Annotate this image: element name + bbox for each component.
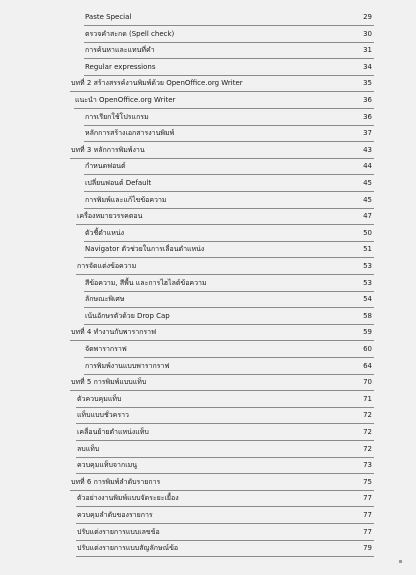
- toc-entry-title: Navigator ตัวช่วยในการเลื่อนตำแหน่ง: [85, 245, 205, 254]
- toc-entry-title: ตรวจคำสะกด (Spell check): [85, 29, 175, 38]
- toc-entry-title: กำหนดฟอนต์: [85, 162, 126, 171]
- toc-entry-title: การเรียกใช้โปรแกรม: [85, 112, 149, 121]
- toc-entry: [76, 392, 374, 408]
- toc-entry: [76, 259, 374, 275]
- toc-entry-title: การค้นหาและแทนที่คำ: [85, 46, 155, 55]
- toc-entry-title: บทที่ 4 ทำงานกับพารากราฟ: [71, 328, 157, 337]
- toc-entry-title: การพิมพ์และแก้ไขข้อความ: [85, 195, 167, 204]
- toc-entry-title: จัดพารากราฟ: [85, 345, 127, 353]
- toc-entry-page-number: 77: [363, 511, 372, 519]
- toc-entry: [84, 176, 374, 192]
- toc-entry-title: บทที่ 6 การพิมพ์ลำดับรายการ: [71, 477, 161, 486]
- toc-entry-title: เคลื่อนย้ายตำแหน่งแท็บ: [77, 428, 149, 436]
- toc-entry-page-number: 34: [363, 62, 372, 71]
- toc-entry-page-number: 70: [363, 378, 372, 387]
- page-corner-mark: [399, 560, 402, 563]
- toc-entry-title: หลักการสร้างเอกสารงานพิมพ์: [85, 129, 175, 138]
- toc-entry-title: ตัวควบคุมแท็บ: [77, 394, 122, 403]
- toc-entry: [84, 276, 374, 292]
- toc-entry: [76, 541, 374, 557]
- toc-entry-page-number: 35: [363, 79, 372, 88]
- toc-entry-title: เครื่องหมายวรรคตอน: [77, 212, 143, 221]
- toc-entry-title: บทที่ 2 สร้างสรรค์งานพิมพ์ด้วย OpenOffice.org Writer: [71, 79, 243, 88]
- toc-entry-page-number: 30: [363, 29, 372, 38]
- toc-entry-title: ปรับแต่งรายการแบบสัญลักษณ์ข้อ: [77, 544, 179, 553]
- toc-entry-page-number: 59: [363, 328, 372, 337]
- toc-entry-page-number: 79: [363, 544, 372, 553]
- toc-entry-page-number: 44: [363, 162, 372, 171]
- toc-entry-title: ปรับแต่งรายการแบบเลขข้อ: [77, 527, 160, 536]
- toc-entry: [84, 10, 374, 26]
- toc-entry-title: ลักษณะพิเศษ: [85, 295, 125, 304]
- toc-entry-page-number: 47: [363, 212, 372, 221]
- toc-entry-title: ตัวอย่างงานพิมพ์แบบจัดระยะเยื้อง: [77, 494, 179, 503]
- toc-entry-page-number: 53: [363, 278, 372, 287]
- toc-entry-page-number: 72: [363, 411, 372, 420]
- toc-entry: [70, 143, 374, 159]
- toc-entry: [84, 342, 374, 358]
- toc-entry: [70, 375, 374, 391]
- toc-entry: [84, 110, 374, 126]
- toc-entry-page-number: 31: [363, 46, 372, 55]
- toc-entry: [70, 325, 374, 341]
- toc-entry: [84, 43, 374, 59]
- toc-entry-page-number: 37: [363, 129, 372, 138]
- toc-entry-page-number: 77: [363, 527, 372, 536]
- toc-entry-title: Regular expressions: [85, 62, 156, 71]
- toc-entry-page-number: 60: [363, 345, 372, 353]
- toc-entry-page-number: 72: [363, 428, 372, 436]
- toc-entry: [84, 359, 374, 375]
- toc-entry-page-number: 43: [363, 145, 372, 154]
- toc-entry-title: แนะนำ OpenOffice.org Writer: [75, 96, 176, 104]
- toc-entry: [84, 159, 374, 175]
- toc-entry: [70, 475, 374, 491]
- toc-entry: [76, 209, 374, 225]
- toc-entry-page-number: 64: [363, 361, 372, 370]
- toc-entry-page-number: 71: [363, 394, 372, 403]
- toc-entry-title: เปลี่ยนฟอนต์ Default: [85, 179, 152, 187]
- toc-entry: [76, 491, 374, 507]
- toc-entry-title: ลบแท็บ: [77, 444, 100, 453]
- toc-entry: [84, 309, 374, 325]
- toc-entry-page-number: 72: [363, 444, 372, 453]
- toc-entry-title: การพิมพ์งานแบบพารากราฟ: [85, 361, 170, 370]
- toc-entry-page-number: 77: [363, 494, 372, 503]
- toc-entry-page-number: 58: [363, 311, 372, 320]
- toc-entry: [76, 525, 374, 541]
- toc-entry-page-number: 36: [363, 112, 372, 121]
- toc-entry-page-number: 73: [363, 461, 372, 470]
- toc-entry-title: การจัดแต่งข้อความ: [77, 262, 137, 270]
- toc-entry: [84, 193, 374, 209]
- toc-entry-page-number: 50: [363, 228, 372, 237]
- toc-entry-page-number: 36: [363, 96, 372, 104]
- toc-entry-title: แท็บแบบชั่วคราว: [77, 411, 129, 420]
- toc-entry-page-number: 45: [363, 195, 372, 204]
- toc-entry: [84, 60, 374, 76]
- toc-entry-title: Paste Special: [85, 13, 132, 21]
- toc-entry: [84, 292, 374, 308]
- toc-entry-title: ควบคุมลำดับของรายการ: [77, 511, 153, 519]
- toc-entry: [76, 425, 374, 441]
- toc-entry-page-number: 75: [363, 477, 372, 486]
- toc-entry-title: สีข้อความ, สีพื้น และการไฮไลต์ข้อความ: [85, 278, 207, 287]
- toc-entry: [84, 226, 374, 242]
- toc-entry: [84, 242, 374, 258]
- toc-entry-page-number: 29: [363, 13, 372, 21]
- toc-entry-page-number: 53: [363, 262, 372, 270]
- toc-entry-page-number: 51: [363, 245, 372, 254]
- toc-entry-page-number: 54: [363, 295, 372, 304]
- toc-entry: [74, 93, 374, 109]
- toc-entry-title: บทที่ 5 การพิมพ์แบบแท็บ: [71, 378, 147, 387]
- toc-entry: [76, 442, 374, 458]
- toc-entry-title: เน้นอักษรตัวด้วย Drop Cap: [85, 311, 170, 320]
- toc-entry-title: ควบคุมแท็บจากเมนู: [77, 461, 137, 470]
- toc-entry: [84, 27, 374, 43]
- toc-entry: [84, 126, 374, 142]
- toc-entry: [76, 508, 374, 524]
- toc-entry: [70, 76, 374, 92]
- toc-entry-page-number: 45: [363, 179, 372, 187]
- toc-entry-title: บทที่ 3 หลักการพิมพ์งาน: [71, 145, 145, 154]
- toc-entry: [76, 458, 374, 474]
- toc-entry-title: ตัวชี้ตำแหน่ง: [85, 228, 125, 237]
- toc-entry: [76, 408, 374, 424]
